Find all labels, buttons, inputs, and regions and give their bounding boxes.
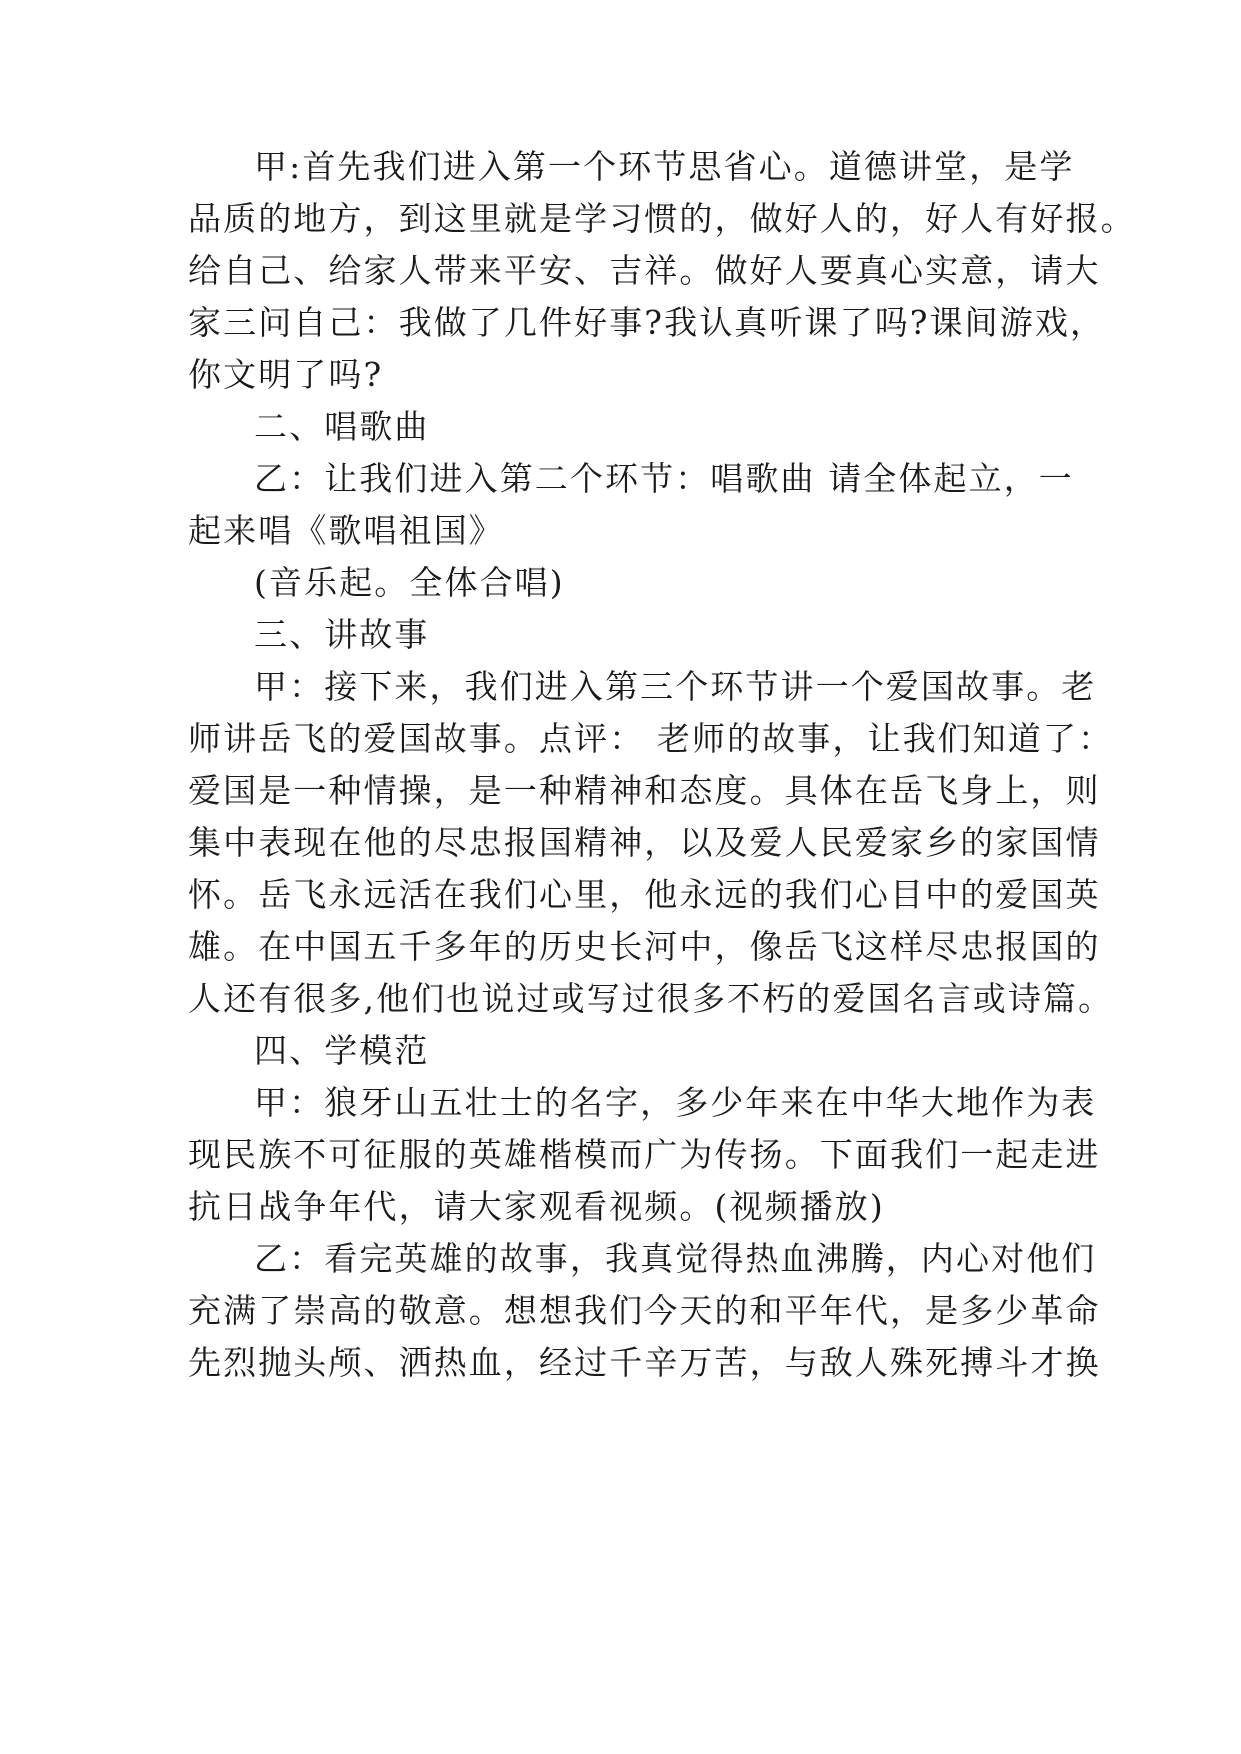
paragraph-line: 品质的地方，到这里就是学习惯的，做好人的，好人有好报。	[188, 199, 1136, 238]
paragraph-line: 甲:首先我们进入第一个环节思省心。道德讲堂，是学	[254, 147, 1075, 186]
section-heading: 二、唱歌曲	[254, 407, 430, 446]
paragraph-line: 你文明了吗?	[188, 355, 384, 394]
paragraph-line: 雄。在中国五千多年的历史长河中，像岳飞这样尽忠报国的	[188, 927, 1101, 966]
paragraph-line: 充满了崇高的敬意。想想我们今天的和平年代，是多少革命	[188, 1291, 1101, 1330]
paragraph-line: 乙：让我们进入第二个环节：唱歌曲 请全体起立，一	[254, 459, 1074, 498]
paragraph-line: 抗日战争年代，请大家观看视频。(视频播放)	[188, 1187, 885, 1226]
paragraph-line: 先烈抛头颅、洒热血，经过千辛万苦，与敌人殊死搏斗才换	[188, 1343, 1101, 1382]
paragraph-line: 给自己、给家人带来平安、吉祥。做好人要真心实意，请大	[188, 251, 1101, 290]
paragraph-line: 爱国是一种情操，是一种精神和态度。具体在岳飞身上，则	[188, 771, 1101, 810]
paragraph-line: 家三问自己：我做了几件好事?我认真听课了吗?课间游戏，	[188, 303, 1106, 342]
paragraph-line: 现民族不可征服的英雄楷模而广为传扬。下面我们一起走进	[188, 1135, 1101, 1174]
paragraph-line: 集中表现在他的尽忠报国精神，以及爱人民爱家乡的家国情	[188, 823, 1101, 862]
paragraph-line: 起来唱《歌唱祖国》	[188, 511, 504, 550]
paragraph-line: 甲：狼牙山五壮士的名字，多少年来在中华大地作为表	[254, 1083, 1097, 1122]
paragraph-line: 甲：接下来，我们进入第三个环节讲一个爱国故事。老	[254, 667, 1097, 706]
paragraph-line: 乙：看完英雄的故事，我真觉得热血沸腾，内心对他们	[254, 1239, 1097, 1278]
paragraph-line: 师讲岳飞的爱国故事。点评： 老师的故事，让我们知道了：	[188, 719, 1114, 758]
section-heading: 三、讲故事	[254, 615, 430, 654]
paragraph-line: 人还有很多,他们也说过或写过很多不朽的爱国名言或诗篇。	[188, 979, 1114, 1018]
section-heading: 四、学模范	[254, 1031, 430, 1070]
paragraph-line: 怀。岳飞永远活在我们心里，他永远的我们心目中的爱国英	[188, 875, 1101, 914]
stage-direction: (音乐起。全体合唱)	[254, 563, 565, 602]
